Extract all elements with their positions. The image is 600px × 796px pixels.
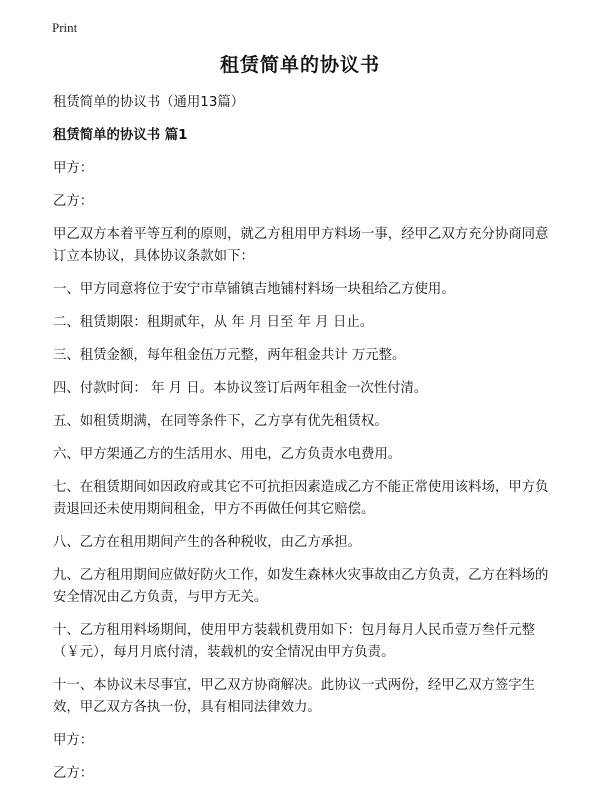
preamble-paragraph: 甲乙双方本着平等互利的原则，就乙方租用甲方料场一事，经甲乙双方充分协商同意订立本协议，具体协议条款如下： <box>53 227 549 264</box>
clause-2: 二、租赁期限：租期贰年，从 年 月 日至 年 月 日止。 <box>53 315 374 330</box>
document-body <box>53 92 553 796</box>
party-b-label: 乙方： <box>53 194 94 209</box>
clause-7: 七、在租赁期间如因政府或其它不可抗拒因素造成乙方不能正常使用该料场，甲方负责退回还未使用期间租金，甲方不再做任何其它赔偿。 <box>53 480 549 517</box>
clause-10: 十、乙方租用料场期间，使用甲方装载机费用如下：包月每月人民币壹万叁仟元整（￥元），每月月底付清，装载机的安全情况由甲方负责。 <box>53 623 536 660</box>
clause-1: 一、甲方同意将位于安宁市草铺镇吉地铺村料场一块租给乙方使用。 <box>53 282 455 297</box>
signature-party-a: 甲方： <box>53 733 94 748</box>
signature-party-b: 乙方： <box>53 766 94 781</box>
document-subtitle: 租赁简单的协议书（通用13篇） <box>53 95 245 110</box>
clause-9: 九、乙方租用期间应做好防火工作，如发生森林火灾事故由乙方负责，乙方在料场的安全情况由乙方负责，与甲方无关。 <box>53 568 549 605</box>
clause-4: 四、付款时间： 年 月 日。本协议签订后两年租金一次性付清。 <box>53 381 428 396</box>
clause-5: 五、如租赁期满，在同等条件下，乙方享有优先租赁权。 <box>53 414 388 429</box>
clause-11: 十一、本协议未尽事宜，甲乙双方协商解决。此协议一式两份，经甲乙双方签字生效，甲乙双方各执一份，具有相同法律效力。 <box>53 678 536 715</box>
section-heading: 租赁简单的协议书 篇1 <box>53 128 188 143</box>
clause-8: 八、乙方在租用期间产生的各种税收，由乙方承担。 <box>53 535 361 550</box>
print-link[interactable]: Print <box>52 20 78 35</box>
document-title: 租赁简单的协议书 <box>219 54 380 76</box>
party-a-label: 甲方： <box>53 161 94 176</box>
clause-3: 三、租赁金额，每年租金伍万元整，两年租金共计 万元整。 <box>53 348 406 363</box>
clause-6: 六、甲方架通乙方的生活用水、用电，乙方负责水电费用。 <box>53 447 402 462</box>
